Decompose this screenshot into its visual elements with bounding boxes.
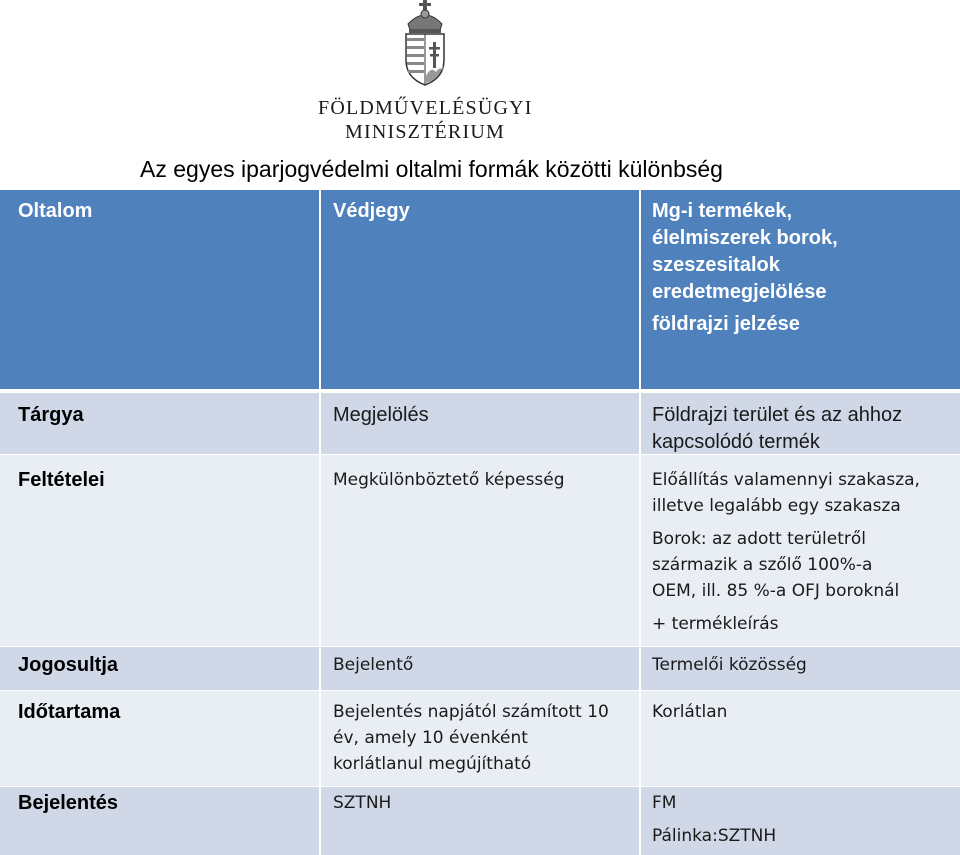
header-oltalom: Oltalom	[0, 190, 321, 389]
feltetelei-vedjegy	[321, 455, 641, 646]
feltetelei-vedjegy-line1: Megkülönböztető képesség	[333, 470, 565, 490]
ministry-name-line2: MINISZTÉRIUM	[345, 121, 505, 143]
targya-foldrajzi-line1: Földrajzi terület és az ahhoz	[652, 404, 903, 426]
feltetelei-foldrajzi-p3-line1: + termékleírás	[652, 614, 779, 634]
idotartama-foldrajzi	[641, 691, 960, 786]
feltetelei-foldrajzi	[641, 455, 960, 646]
table-row-jogosultja	[0, 647, 960, 690]
page-title: Az egyes iparjogvédelmi oltalmi formák közötti különbség	[140, 156, 723, 182]
targya-foldrajzi-line2: kapcsolódó termék	[652, 431, 820, 453]
jogosultja-foldrajzi-line1: Termelői közösség	[652, 655, 807, 675]
table-header-row	[0, 190, 960, 392]
bejelentes-foldrajzi-p1-line1: FM	[652, 793, 677, 813]
bejelentes-foldrajzi-p2-line1: Pálinka:SZTNH	[652, 826, 777, 846]
header-vedjegy: Védjegy	[321, 190, 641, 389]
feltetelei-foldrajzi-p2-line1: Borok: az adott területről	[652, 529, 866, 549]
header-foldrajzi-line2: élelmiszerek borok,	[652, 227, 838, 249]
hungarian-crest-icon	[396, 0, 454, 86]
header-foldrajzi-line3: szeszesitalok	[652, 254, 780, 276]
table-row-targya	[0, 393, 960, 454]
header-foldrajzi-line4: eredetmegjelölése	[652, 281, 827, 303]
table-row-feltetelei	[0, 455, 960, 646]
row-label-feltetelei: Feltételei	[0, 455, 321, 646]
row-label-bejelentes: Bejelentés	[0, 787, 321, 855]
bejelentes-vedjegy-line1: SZTNH	[333, 793, 392, 813]
jogosultja-vedjegy-line1: Bejelentő	[333, 655, 414, 675]
ministry-name-line1: FÖLDMŰVELÉSÜGYI	[318, 97, 533, 119]
table-row-bejelentes	[0, 787, 960, 855]
row-label-jogosultja: Jogosultja	[0, 647, 321, 690]
row-label-idotartama: Időtartama	[0, 691, 321, 786]
bejelentes-vedjegy	[321, 787, 641, 855]
table-row-idotartama	[0, 691, 960, 786]
targya-foldrajzi	[641, 393, 960, 454]
feltetelei-foldrajzi-p2-line3: OEM, ill. 85 %-a OFJ boroknál	[652, 581, 900, 601]
header-foldrajzi-line5: földrajzi jelzése	[652, 313, 800, 335]
idotartama-vedjegy	[321, 691, 641, 786]
bejelentes-foldrajzi	[641, 787, 960, 855]
ministry-logo-text	[318, 96, 532, 144]
feltetelei-foldrajzi-p1-line1: Előállítás valamennyi szakasza,	[652, 470, 920, 490]
idotartama-vedjegy-line1: Bejelentés napjától számított 10	[333, 702, 609, 722]
idotartama-vedjegy-line3: korlátlanul megújítható	[333, 754, 532, 774]
jogosultja-vedjegy	[321, 647, 641, 690]
header-foldrajzi-line1: Mg-i termékek,	[652, 200, 793, 222]
header-foldrajzi	[641, 190, 960, 389]
jogosultja-foldrajzi	[641, 647, 960, 690]
idotartama-vedjegy-line2: év, amely 10 évenként	[333, 728, 528, 748]
row-label-targya: Tárgya	[0, 393, 321, 454]
targya-vedjegy-line1: Megjelölés	[333, 404, 429, 426]
targya-vedjegy	[321, 393, 641, 454]
idotartama-foldrajzi-line1: Korlátlan	[652, 702, 728, 722]
feltetelei-foldrajzi-p1-line2: illetve legalább egy szakasza	[652, 496, 901, 516]
feltetelei-foldrajzi-p2-line2: származik a szőlő 100%-a	[652, 555, 873, 575]
